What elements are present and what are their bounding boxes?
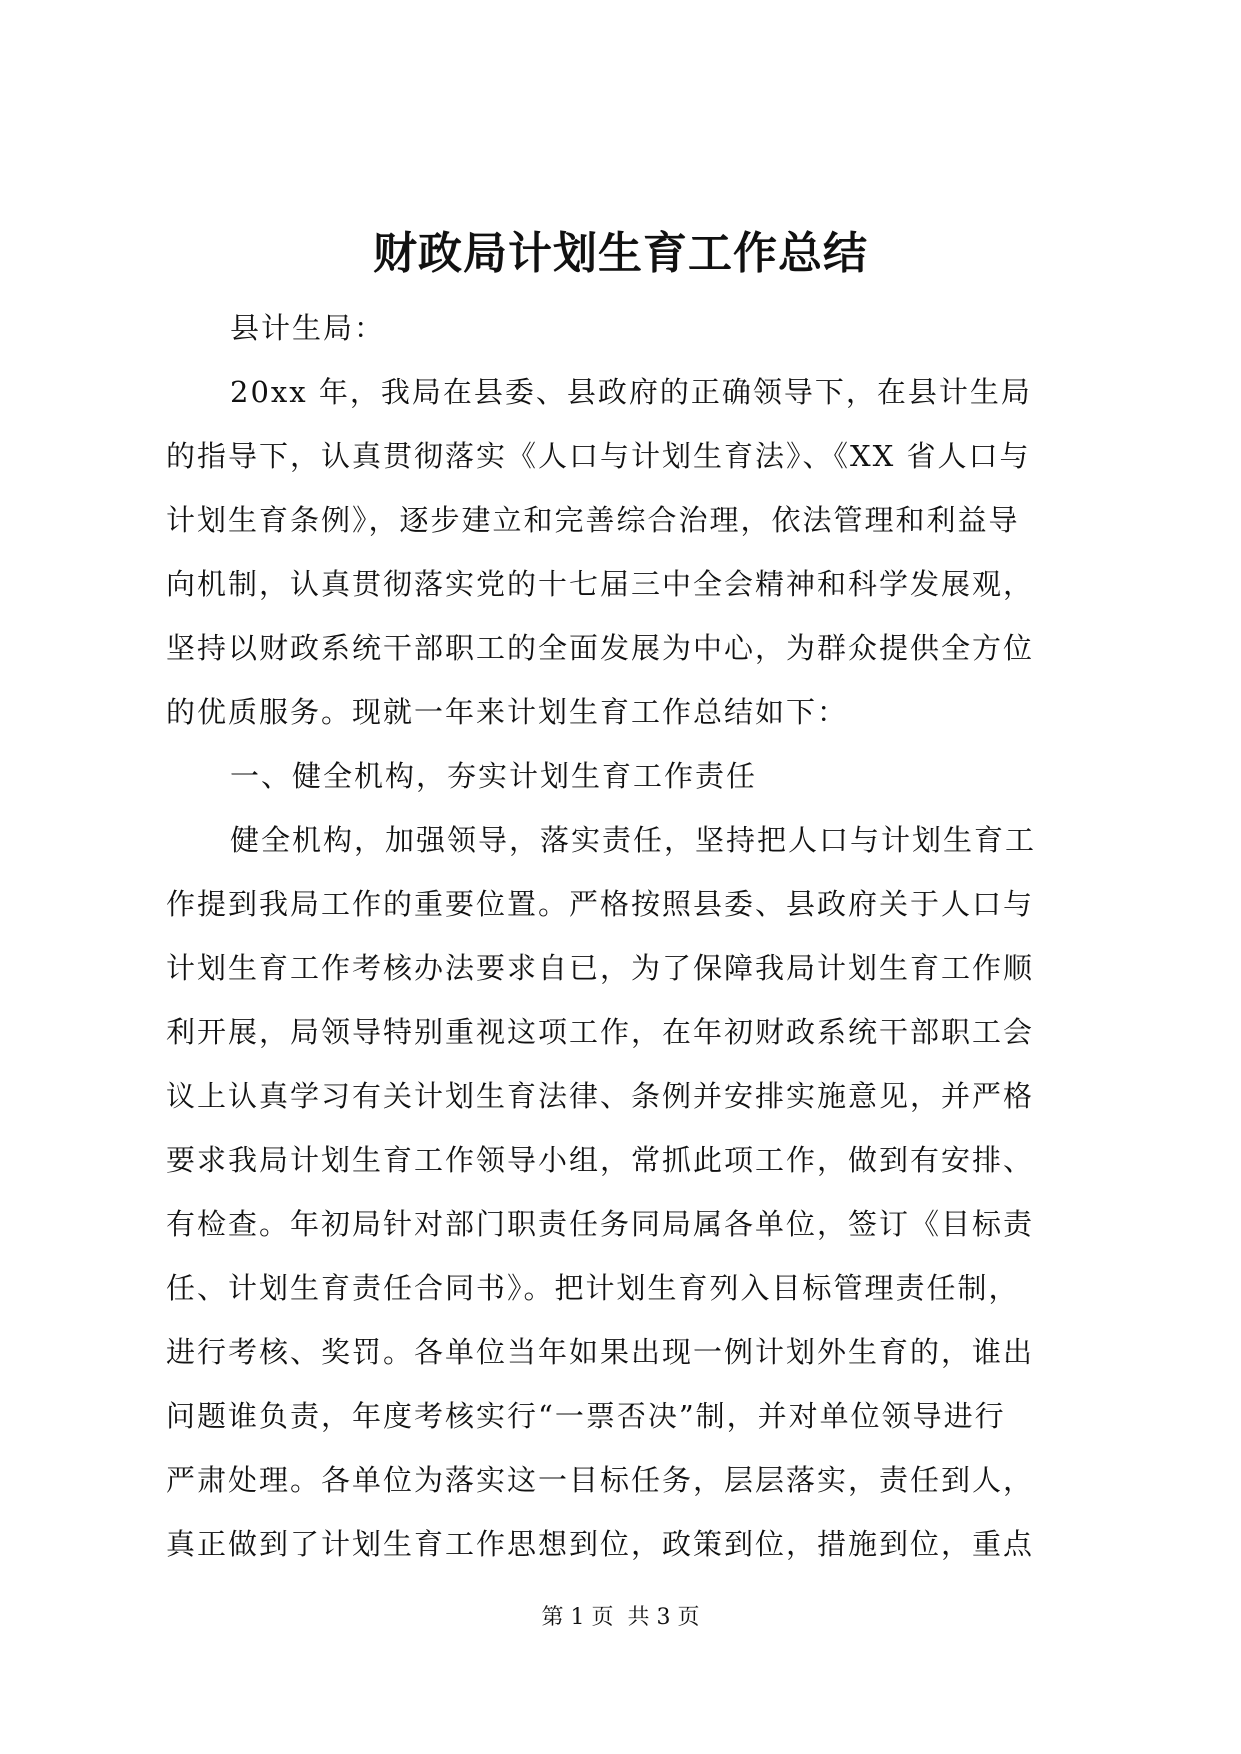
- paragraph-line: 的优质服务。现就一年来计划生育工作总结如下：: [166, 695, 849, 729]
- paragraph-line: 真正做到了计划生育工作思想到位，政策到位，措施到位，重点: [166, 1527, 1035, 1561]
- paragraph-line: 议上认真学习有关计划生育法律、条例并安排实施意见，并严格: [166, 1079, 1035, 1113]
- page-total: 共 3 页: [627, 1605, 700, 1630]
- document-title: 财政局计划生育工作总结: [373, 228, 868, 279]
- paragraph-line: 作提到我局工作的重要位置。严格按照县委、县政府关于人口与: [166, 887, 1035, 921]
- paragraph-line: 严肃处理。各单位为落实这一目标任务，层层落实，责任到人，: [166, 1463, 1035, 1497]
- paragraph-line: 20xx 年，我局在县委、县政府的正确领导下，在县计生局: [230, 375, 1032, 409]
- salutation-line: 县计生局：: [230, 311, 386, 345]
- paragraph-line: 的指导下，认真贯彻落实《人口与计划生育法》、《XX 省人口与: [166, 439, 1031, 473]
- paragraph-line: 问题谁负责，年度考核实行“一票否决”制，并对单位领导进行: [166, 1399, 1006, 1433]
- page-footer: [0, 1602, 1241, 1634]
- page-number: 第 1 页: [541, 1605, 614, 1630]
- paragraph-line: 向机制，认真贯彻落实党的十七届三中全会精神和科学发展观，: [166, 567, 1035, 601]
- section-heading: 一、健全机构，夯实计划生育工作责任: [230, 759, 758, 793]
- document-body: [166, 296, 1096, 1576]
- paragraph-line: 进行考核、奖罚。各单位当年如果出现一例计划外生育的，谁出: [166, 1335, 1035, 1369]
- paragraph-line: 任、计划生育责任合同书》。把计划生育列入目标管理责任制，: [166, 1271, 1020, 1305]
- paragraph-line: 健全机构，加强领导，落实责任，坚持把人口与计划生育工: [230, 823, 1037, 857]
- paragraph-line: 计划生育工作考核办法要求自已，为了保障我局计划生育工作顺: [166, 951, 1035, 985]
- paragraph-line: 有检查。年初局针对部门职责任务同局属各单位，签订《目标责: [166, 1207, 1035, 1241]
- paragraph-line: 坚持以财政系统干部职工的全面发展为中心，为群众提供全方位: [166, 631, 1035, 665]
- paragraph-line: 要求我局计划生育工作领导小组，常抓此项工作，做到有安排、: [166, 1143, 1035, 1177]
- paragraph-line: 利开展，局领导特别重视这项工作，在年初财政系统干部职工会: [166, 1015, 1035, 1049]
- paragraph-line: 计划生育条例》，逐步建立和完善综合治理，依法管理和利益导: [166, 503, 1020, 537]
